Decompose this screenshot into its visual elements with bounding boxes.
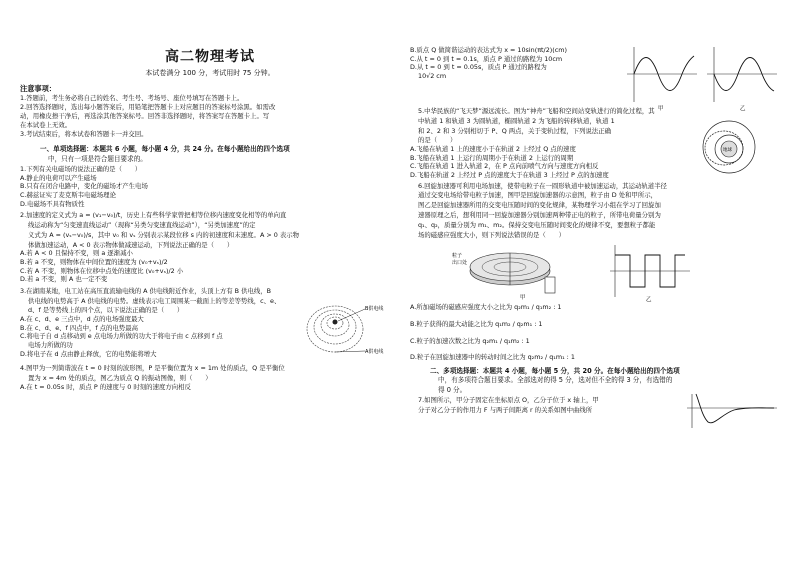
q3-line: 3.在湖南某地，电工站在高压直流输电线的 A 供电线附近作业，头顶上方有 B 供电线，B [20, 286, 272, 295]
q3-line: 供电线的电势高于 A 供电线的电势。虚线表示电工周围某一截面上的等差等势线，c、e、 [28, 296, 281, 305]
q6-option: D.粒子在回旋加速器中的转动时间之比为 q₂m₂ / q₁m₁ : 1 [410, 353, 575, 362]
q2-option: D.若 a 不变，则 A 也一定不变 [20, 275, 108, 284]
q3-line: d、f 是等势线上的四个点，以下说法正确的是（ ） [28, 306, 184, 315]
fig-label-jia: 甲 [658, 106, 664, 112]
q3-option: A.在 c、d、e 三点中，d 点的电场强度最大 [20, 315, 144, 324]
page-title: 高二物理考试 [165, 49, 255, 65]
q6-line: 图乙是回旋加速器所用的交变电压随时间的变化规律，某物理学习小组在学习了回旋加 [418, 201, 661, 210]
page-subtitle: 本试卷满分 100 分，考试用时 75 分钟。 [145, 69, 275, 77]
left-column [20, 0, 400, 391]
q1-option: D.电磁场不具有物质性 [20, 199, 85, 208]
q3-option: C.将电子自 d 点移动到 e 点电场力所做的功大于将电子由 c 点移到 f 点 [20, 332, 223, 341]
q6-line: q₁、q₂，质量分别为 m₁、m₂。保持交变电压随时间变化的规律不变，要想粒子都能 [418, 220, 656, 229]
wave-graph-jia [627, 47, 697, 112]
notice-item: 3.考试结束后，将本试卷和答题卡一并交回。 [20, 130, 148, 138]
q2-line: 体做加速运动，A < 0 表示物体做减速运动，下列说法正确的是（ ） [28, 240, 234, 249]
q7-line: 7.如图所示，甲分子固定在坐标原点 O，乙分子位于 x 轴上，甲 [418, 396, 599, 405]
q4-line: 4.图甲为一列简谐波在 t = 0 时刻的波形图，P 是平衡位置为 x = 1m 处的质点，Q 是平衡位 [20, 364, 285, 373]
q6-line: 6.回旋加速器可利用电场加速，使带电粒子在一圆形轨道中被加速运动，其运动轨道半径 [418, 181, 667, 190]
q4-option-b: B.质点 Q 做简谐运动的表达式为 x = 10sin(πt/2)(cm) [410, 46, 567, 54]
q3-equipotential-figure [305, 301, 400, 359]
fig-label-yi: 乙 [740, 106, 746, 112]
q2-line: 2.加速度的定义式为 a = (v₁−v₀)/t，历史上有些科学家曾把相等位移内速度变化相等的单向直 [20, 211, 287, 220]
notice-item: 动，用橡皮擦干净后，再选涂其他答案标号。回答非选择题时，将答案写在答题卡上。写 [20, 112, 270, 120]
q5-orbit-figure [698, 119, 760, 175]
notice-item: 1.答题前，考生务必将自己的姓名、考生号、考场号、座位号填写在答题卡上。 [20, 94, 244, 102]
q5-option: A.飞船在轨道 1 上的速度小于在轨道 2 上经过 Q 点的速度 [410, 145, 576, 154]
fig-label-b-line: B供电线 [365, 306, 384, 313]
q6-option: A.所加磁场的磁感应强度大小之比为 q₂m₁ / q₁m₂ : 1 [410, 303, 562, 312]
q5-option: C.飞船在轨道 1 进入轨道 2，在 P 点向前喷气方向与速度方向相反 [410, 162, 599, 171]
q2-option: A.若 A < 0 且保持不变，则 a 逐渐减小 [20, 249, 133, 258]
wire-cross-section [333, 320, 338, 325]
q6-option: B.粒子获得的最大动能之比为 q₁m₂ / q₂m₁ : 1 [410, 319, 543, 328]
q6-line: 速器原理之后，想利用同一回旋加速器分别加速两种带正电的粒子，所带电荷量分别为 [418, 210, 661, 219]
q5-line: 的是（ ） [418, 136, 457, 145]
q6-line: 场的磁感应强度大小，则下列说法错误的是（ ） [418, 230, 565, 239]
q4-wave-figures [622, 44, 782, 114]
notice-heading: 注意事项： [20, 84, 56, 93]
fig-label-particle: 粒子 [452, 253, 463, 260]
q6-option: C.粒子的加速次数之比为 q₂m₁ / q₁m₂ : 1 [410, 336, 530, 345]
q4-line: 置为 x = 4m 处的质点，图乙为质点 Q 的振动图像，则（ ） [28, 373, 212, 382]
q5-option: D.飞船在轨道 2 上经过 P 点的速度大于在轨道 3 上经过 P 点的加速度 [410, 170, 609, 179]
fig-label-jia: 甲 [520, 295, 526, 302]
section2-heading: 二、多项选择题：本题共 4 小题，每小题 5 分，共 20 分。在每小题给出的四个选项 中，有多项符合题目要求。全部选对的得 5 分，选对但不全的得 3 分，有选错的 得 0 分。 [430, 366, 680, 394]
q6-cyclotron-figures [410, 241, 785, 303]
q7-line: 分子对乙分子的作用力 F 与两子间距离 r 的关系如图中曲线所 [418, 406, 593, 415]
fig-label-a-line: A供电线 [365, 349, 384, 356]
q5-option: B.飞船在轨道 1 上运行的周期小于在轨道 2 上运行的周期 [410, 153, 574, 162]
right-column [410, 0, 785, 415]
q4-option-d-cont: 10√2 cm [418, 71, 447, 80]
fig-label-exit: 出口处 [452, 260, 468, 267]
cyclotron-diagram [452, 252, 555, 301]
q1-stem: 1.下列有关电磁场的说法正确的是（ ） [20, 165, 142, 173]
q1-option: A.静止的电荷可以产生磁场 [20, 173, 97, 182]
q5-line: 中轨道 1 和轨道 3 为圆轨道，椭圆轨道 2 为飞船的转移轨道，轨道 1 [418, 116, 615, 125]
q2-option: B.若 a 不变，则物体在中间位置的速度为 (v₀+vₛ)/2 [20, 257, 168, 266]
notice-item: 2.回答选择题时，选出每小题答案后，用铅笔把答题卡上对应题目的答案标号涂黑。如需改 [20, 103, 276, 111]
fig-label-earth: 地球 [723, 148, 732, 153]
q3-option: D.将电子在 d 点由静止释放，它的电势能将增大 [20, 349, 157, 358]
q5-line: 5.中华民族的“飞天梦”源远流长。图为“神舟”飞船和空间站变轨进行的简化过程，其 [418, 107, 655, 115]
q2-line: 义式为 A = (vₛ−v₀)/s，其中 v₀ 和 vₛ 分别表示某段位移 s 内的初速度和末速度。A > 0 表示物 [28, 230, 300, 239]
q6-line: 通过交变电场给带电粒子加速，图甲是回旋加速器的示意图，粒子由 D 处和甲所示， [418, 191, 658, 200]
q4-option-d: D.从 t = 0 到 t = 0.05s，质点 P 通过的路程为 [410, 63, 547, 72]
wave-graph-yi [707, 47, 777, 112]
fig-label-yi: 乙 [646, 297, 652, 304]
q1-option: C.赫兹证实了麦克斯韦电磁场理论 [20, 190, 116, 199]
q1-option: B.只有在闭合电路中，变化的磁场才产生电场 [20, 182, 148, 191]
q2-line: 线运动称为“匀变速直线运动”（现称“另类匀变速直线运动”），“另类加速度”的定 [28, 220, 256, 229]
notice-item: 在本试卷上无效。 [20, 121, 72, 129]
section1-heading: 一、单项选择题：本题共 6 小题，每小题 4 分，共 24 分。在每小题给出的四个选项 中，只有一项是符合题目要求的。 [40, 145, 290, 163]
square-wave-graph [610, 245, 690, 303]
q3-option: 电场力所做的功 [28, 340, 73, 349]
q7-force-graph [682, 392, 782, 430]
q5-line: 和 2、2 和 3 分别相切于 P、Q 两点，关于变轨过程，下列说法正确 [418, 126, 612, 135]
q4-option-c: C.从 t = 0 到 t = 0.1s，质点 P 通过的路程为 10cm [410, 54, 563, 63]
q3-option: B.在 c、d、e、f 四点中，f 点的电势最高 [20, 323, 138, 332]
q2-option: C.若 A 不变，则物体在位移中点处的速度比 (v₀+vₛ)/2 小 [20, 266, 184, 275]
q4-option-a: A.在 t = 0.05s 时，质点 P 的速度与 0 时刻的速度方向相反 [20, 382, 191, 391]
